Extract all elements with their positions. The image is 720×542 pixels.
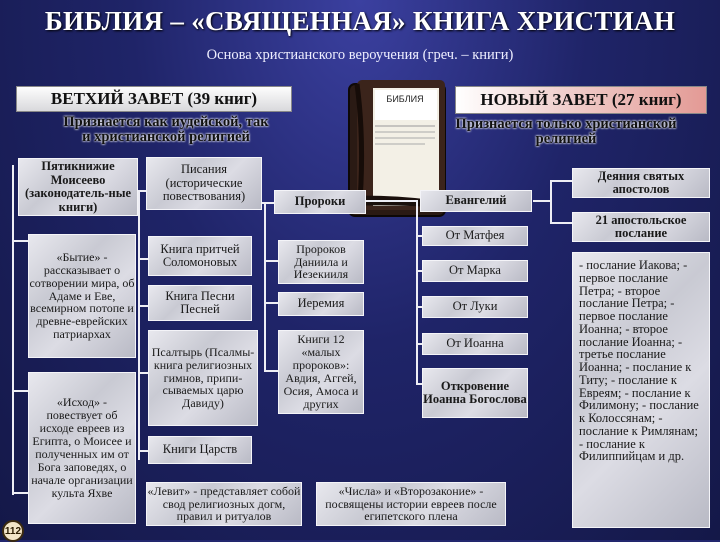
gospel-item: От Марка — [422, 260, 528, 282]
genesis-box: «Бытие» - рассказывает о сотворении мира, об Адаме и Еве, всемирном потопе и древне-еврейских патриархах — [28, 234, 136, 358]
gospel-item: От Иоанна — [422, 333, 528, 355]
svg-text:БИБЛИЯ: БИБЛИЯ — [386, 94, 424, 104]
connector — [550, 180, 572, 182]
connector — [264, 302, 278, 304]
new-testament-note: Признается только христианской религией — [455, 116, 677, 147]
old-testament-note: Признается как иудейской, так и христианской религией — [63, 114, 269, 145]
revelation-box: Откровение Иоанна Богослова — [422, 368, 528, 418]
old-testament-banner: ВЕТХИЙ ЗАВЕТ (39 книг) — [16, 86, 292, 112]
acts-box: Деяния святых апостолов — [572, 168, 710, 198]
connector — [138, 258, 148, 260]
connector — [138, 450, 148, 452]
gospel-item: От Матфея — [422, 226, 528, 246]
page-subtitle: Основа христианского вероучения (греч. – книги) — [206, 47, 514, 63]
connector — [366, 200, 418, 202]
prophets-item: Пророков Даниила и Иезекииля — [278, 240, 364, 284]
connector — [264, 260, 278, 262]
leviticus-box: «Левит» - представляет собой свод религиозных догм, правил и ритуалов — [146, 482, 302, 526]
new-testament-banner: НОВЫЙ ЗАВЕТ (27 книг) — [455, 86, 707, 114]
connector — [138, 305, 148, 307]
prophets-header: Пророки — [274, 190, 366, 214]
connector — [138, 372, 148, 374]
exodus-box: «Исход» - повествует об исходе евреев из Египта, о Моисее и полученных им от Бога заповедях, о начале организации культа Яхве — [28, 372, 136, 524]
pentateuch-header: Пятикнижие Моисеево (законодатель-ные книги) — [18, 158, 138, 216]
numbers-deuteronomy-box: «Числа» и «Второзаконие» - посвящены истории евреев после египетского плена — [316, 482, 506, 526]
slide-number-badge: 112 — [2, 520, 24, 542]
prophets-item: Иеремия — [278, 292, 364, 316]
connector — [550, 180, 552, 222]
writings-item: Псалтырь (Псалмы-книга религиозных гимнов, припи-сываемых царю Давиду) — [148, 330, 258, 426]
connector — [550, 222, 572, 224]
gospels-header: Евангелий — [420, 190, 532, 212]
connector — [138, 190, 140, 460]
connector — [264, 370, 278, 372]
connector — [264, 202, 266, 372]
writings-item: Книга Песни Песней — [148, 285, 252, 321]
prophets-item: Книги 12 «малых пророков»: Авдия, Аггей, Осия, Амоса и других — [278, 330, 364, 414]
connector — [12, 165, 14, 495]
epistles-header: 21 апостольское послание — [572, 212, 710, 242]
connector — [533, 200, 551, 202]
writings-header: Писания (исторические повествования) — [146, 157, 262, 210]
writings-item: Книги Царств — [148, 436, 252, 464]
epistles-list: - послание Иакова; - первое послание Петра; - второе послание Петра; - первое послание Иоанна; - второе послание Иоанна; - третье послание Иоанна; - послание к Титу; - послание к Евреям; - послание к Филимону; - послание к Колоссянам; - послание к Римлянам; - послание к Филиппийцам и др. — [572, 252, 710, 528]
gospel-item: От Луки — [422, 296, 528, 318]
page-title: БИБЛИЯ – «СВЯЩЕННАЯ» КНИГА ХРИСТИАН — [44, 6, 676, 36]
writings-item: Книга притчей Соломоновых — [148, 236, 252, 276]
connector — [416, 200, 418, 385]
